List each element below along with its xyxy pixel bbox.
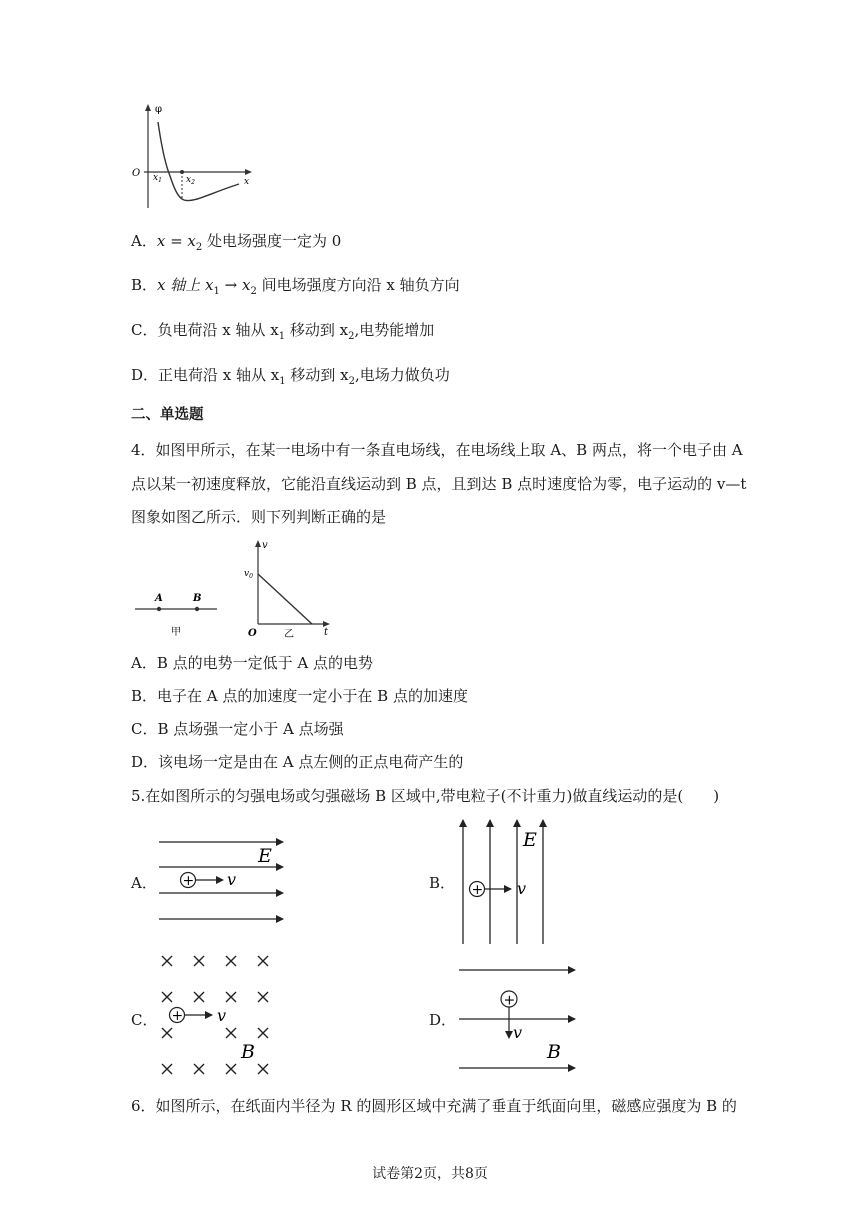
t-axis-label: t: [324, 627, 329, 638]
v0-label: v: [244, 569, 250, 579]
x-axis-label: x: [244, 177, 250, 187]
q5-label-d: D．: [429, 1011, 457, 1029]
velocity-label: v: [227, 870, 237, 889]
phi-label: φ: [155, 104, 163, 115]
q4-option-a: A．B 点的电势一定低于 A 点的电势: [131, 654, 373, 672]
caption-jia: 甲: [171, 627, 181, 638]
figure-yi: [240, 538, 335, 640]
svg-text:x1: $x_1$: [153, 173, 162, 184]
charge-plus: +: [182, 873, 195, 889]
svg-text:v0: $v_0$: [244, 569, 253, 580]
q5-label-b: B．: [429, 874, 456, 892]
q3-option-b: B．x 轴上 $x_1 \to x_2$ 间电场强度方向沿 x 轴负方向: [131, 276, 460, 297]
phi-x-graph: [128, 100, 258, 212]
q5-figure-d: [455, 958, 583, 1074]
field-b-label: B: [241, 1041, 255, 1063]
charge-plus-b: +: [471, 882, 484, 898]
q3-option-a: A．$x = x_2$ 处电场强度一定为 0: [131, 232, 342, 253]
q5-stem: 5.在如图所示的匀强电场或匀强磁场 B 区域中,带电粒子(不计重力)做直线运动的是( ): [131, 787, 720, 805]
q4-stem-line-1: 4．如图甲所示，在某一电场中有一条直电场线，在电场线上取 A、B 两点，将一个电子由 A: [131, 441, 743, 459]
q4-stem-line-3: 图象如图乙所示．则下列判断正确的是: [131, 508, 387, 526]
field-e-label: E: [258, 845, 272, 867]
caption-yi: 乙: [284, 629, 294, 640]
q5-figure-a: [155, 832, 295, 930]
point-b-label: B: [193, 593, 202, 604]
q4-option-c: C．B 点场强一定小于 A 点场强: [131, 720, 344, 738]
x2-label: x: [186, 175, 192, 185]
velocity-label-c: v: [217, 1006, 227, 1025]
velocity-label-d: v: [513, 1023, 523, 1042]
page-footer: 试卷第2页，共8页: [372, 1166, 488, 1182]
q4-option-b: B．电子在 A 点的加速度一定小于在 B 点的加速度: [131, 687, 468, 705]
v-axis-label: v: [262, 540, 268, 551]
field-b-label-d: B: [547, 1041, 561, 1063]
field-e-label-b: E: [523, 829, 537, 851]
velocity-label-b: v: [517, 879, 527, 898]
x1-label: x: [153, 173, 159, 183]
q5-label-c: C．: [131, 1011, 158, 1029]
origin-o-label: O: [248, 628, 257, 639]
svg-text:x2: $x_2$: [186, 175, 195, 186]
origin-label: O: [132, 168, 141, 179]
q5-figure-c: [155, 950, 280, 1080]
q3-option-c: C．负电荷沿 x 轴从 $x_1$ 移动到 $x_2$,电势能增加: [131, 321, 435, 342]
q5-label-a: A．: [131, 874, 157, 892]
q4-option-d: D．该电场一定是由在 A 点左侧的正点电荷产生的: [131, 753, 464, 771]
q3-option-d: D．正电荷沿 x 轴从 $x_1$ 移动到 $x_2$,电场力做负功: [131, 366, 450, 387]
q5-figure-b: [455, 816, 555, 948]
q6-stem-line-1: 6．如图所示，在纸面内半径为 R 的圆形区域中充满了垂直于纸面向里，磁感应强度为 B 的: [131, 1097, 737, 1115]
charge-plus-d: +: [503, 992, 516, 1009]
figure-jia: [131, 585, 221, 640]
section-title: 二、单选题: [131, 407, 204, 423]
charge-plus-c: +: [171, 1008, 184, 1024]
q4-stem-line-2: 点以某一初速度释放，它能沿直线运动到 B 点，且到达 B 点时速度恰为零，电子运动的 v—t: [131, 475, 747, 493]
point-a-label: A: [155, 593, 163, 604]
